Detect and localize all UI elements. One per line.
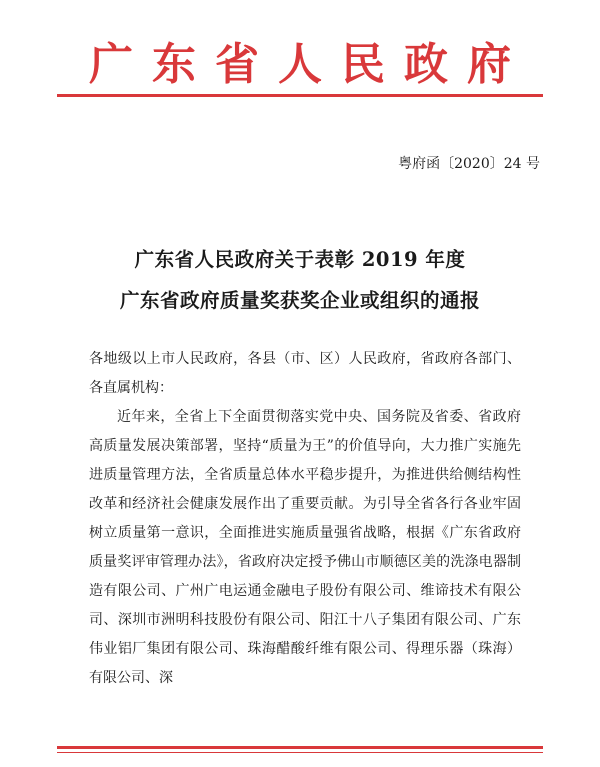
footer-divider-thick: [57, 746, 543, 749]
header-divider-rule: [57, 94, 543, 97]
body-paragraph: 近年来，全省上下全面贯彻落实党中央、国务院及省委、省政府高质量发展决策部署，坚持“质量为王”的价值导向，大力推广实施先进质量管理方法，全省质量总体水平稳步提升，为推进供给侧结构性改革和经济社会健康发展作出了重要贡献。为引导全省各行各业牢固树立质量第一意识，全面推进实施质量强省战略，根据《广东省政府质量奖评审管理办法》，省政府决定授予佛山市顺德区美的洗涤电器制造有限公司、广州广电运通金融电子股份有限公司、维谛技术有限公司、深圳市洲明科技股份有限公司、阳江十八子集团有限公司、广东伟业铝厂集团有限公司、珠海醋酸纤维有限公司、得理乐器（珠海）有限公司、深: [89, 409, 521, 686]
footer-divider-thin: [57, 752, 543, 753]
salutation: 各地级以上市人民政府，各县（市、区）人民政府，省政府各部门、各直属机构：: [89, 351, 521, 396]
document-title-line-1: 广东省人民政府关于表彰 2019 年度: [134, 248, 466, 271]
issuer-header-title: 广东省人民政府: [89, 39, 530, 90]
document-title-line-2: 广东省政府质量奖获奖企业或组织的通报: [119, 289, 480, 312]
document-number: 粤府函〔2020〕24 号: [398, 156, 540, 172]
document-body: [89, 345, 521, 693]
